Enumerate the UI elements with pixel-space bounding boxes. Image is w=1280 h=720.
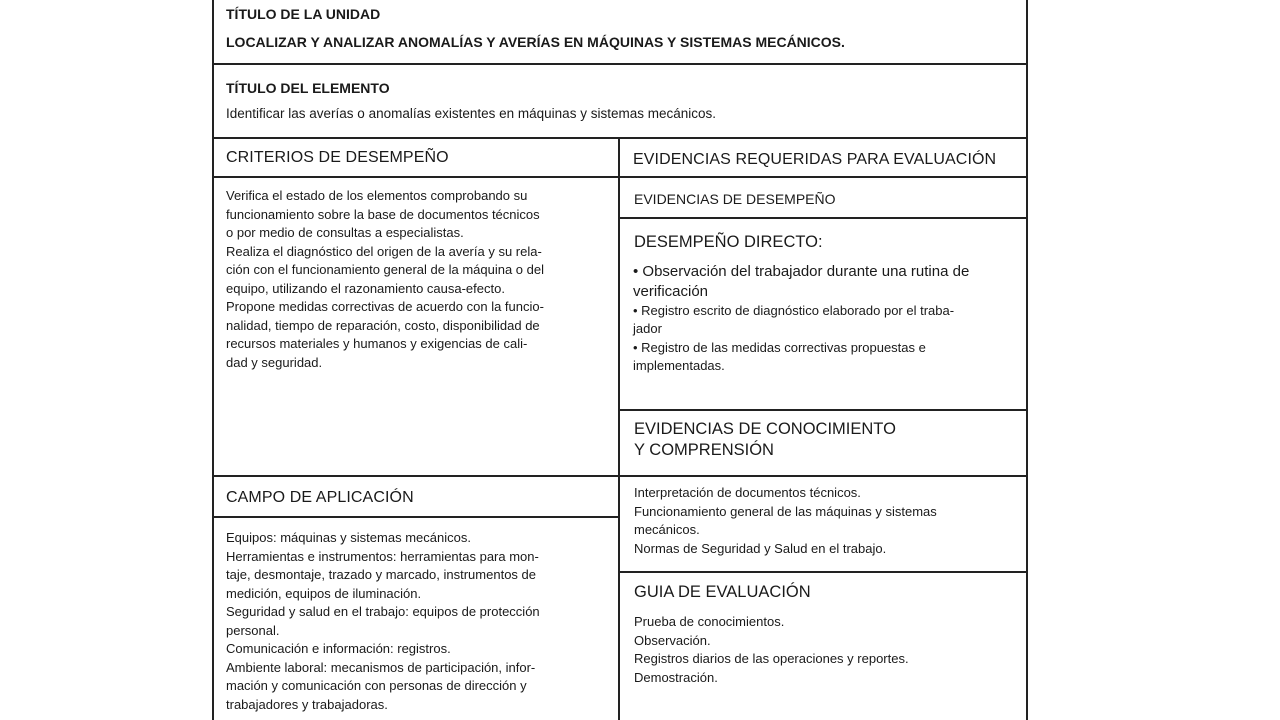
divider-campo-heading	[212, 516, 620, 518]
criterios-line: funcionamiento sobre la base de documentos técnicos	[226, 206, 540, 222]
criterios-line: nalidad, tiempo de reparación, costo, disponibilidad de	[226, 317, 540, 333]
desempeno-directo-heading: DESEMPEÑO DIRECTO:	[634, 233, 823, 251]
criterios-line: equipo, utilizando el razonamiento causa-efecto.	[226, 280, 505, 296]
guia-list	[634, 613, 1019, 687]
divider-evidencias-desempeno	[618, 217, 1028, 219]
elemento-label: TÍTULO DEL ELEMENTO	[226, 80, 390, 96]
divider-guia	[618, 571, 1028, 573]
elemento-text: Identificar las averías o anomalías existentes en máquinas y sistemas mecánicos.	[226, 106, 716, 121]
evidencias-heading: EVIDENCIAS REQUERIDAS PARA EVALUACIÓN	[633, 151, 997, 168]
bullet-observacion: • Observación del trabajador durante una rutina de	[633, 263, 970, 280]
evidencias-desempeno-heading: EVIDENCIAS DE DESEMPEÑO	[634, 191, 836, 207]
conocimiento-heading-line: Y COMPRENSIÓN	[634, 441, 774, 459]
conocimiento-line: Interpretación de documentos técnicos.	[634, 485, 861, 500]
campo-line: Comunicación e información: registros.	[226, 641, 451, 656]
campo-line: Seguridad y salud en el trabajo: equipos de protección	[226, 604, 540, 619]
conocimiento-line: Funcionamiento general de las máquinas y sistemas	[634, 503, 937, 519]
campo-line: Herramientas e instrumentos: herramientas para mon-	[226, 548, 539, 564]
bullet-registro-medidas: • Registro de las medidas correctivas propuestas e	[633, 339, 926, 355]
guia-item: Prueba de conocimientos.	[634, 614, 785, 629]
campo-line: medición, equipos de iluminación.	[226, 585, 422, 601]
unidad-title: LOCALIZAR Y ANALIZAR ANOMALÍAS Y AVERÍAS EN MÁQUINAS Y SISTEMAS MECÁNICOS.	[226, 34, 845, 50]
campo-line: trabajadores y trabajadoras.	[226, 696, 388, 712]
campo-line: taje, desmontaje, trazado y marcado, instrumentos de	[226, 567, 536, 582]
unidad-label: TÍTULO DE LA UNIDAD	[226, 6, 381, 22]
table-border-left	[212, 0, 214, 720]
divider-elemento	[212, 137, 1028, 139]
conocimiento-line: Normas de Seguridad y Salud en el trabajo.	[634, 540, 887, 556]
divider-campo	[212, 475, 1028, 477]
criterios-line: recursos materiales y humanos y exigencias de cali-	[226, 336, 528, 351]
conocimiento-line: mecánicos.	[634, 522, 700, 537]
criterios-line: Verifica el estado de los elementos comprobando su	[226, 188, 528, 203]
campo-text	[226, 529, 608, 714]
conocimiento-text	[634, 484, 1019, 558]
campo-line: Equipos: máquinas y sistemas mecánicos.	[226, 530, 471, 545]
conocimiento-heading	[634, 419, 1014, 461]
bullet-registro-escrito: • Registro escrito de diagnóstico elaborado por el traba-	[633, 303, 955, 318]
guia-item: Demostración.	[634, 669, 718, 685]
campo-line: personal.	[226, 622, 280, 638]
criterios-line: dad y seguridad.	[226, 354, 323, 370]
guia-item: Observación.	[634, 632, 711, 648]
bullet-registro-escrito-cont: jador	[633, 321, 662, 337]
guia-item: Registros diarios de las operaciones y reportes.	[634, 651, 909, 666]
bullet-observacion-cont: verificación	[633, 283, 709, 300]
campo-heading: CAMPO DE APLICACIÓN	[226, 489, 414, 506]
guia-heading: GUIA DE EVALUACIÓN	[634, 583, 811, 601]
criterios-line: Propone medidas correctivas de acuerdo con la funcio-	[226, 299, 544, 314]
criterios-text	[226, 187, 606, 372]
criterios-line: ción con el funcionamiento general de la máquina o del	[226, 262, 544, 277]
bullet-registro-medidas-cont: implementadas.	[633, 357, 725, 373]
divider-conocimiento-heading	[618, 409, 1028, 411]
campo-line: mación y comunicación con personas de dirección y	[226, 678, 527, 693]
divider-criterios-heading	[212, 176, 1028, 178]
table-border-right	[1026, 0, 1028, 720]
criterios-line: o por medio de consultas a especialistas.	[226, 225, 464, 240]
column-divider	[618, 137, 620, 720]
criterios-line: Realiza el diagnóstico del origen de la avería y su rela-	[226, 243, 542, 259]
desempeno-directo-list	[633, 262, 1018, 375]
criterios-heading: CRITERIOS DE DESEMPEÑO	[226, 149, 449, 166]
conocimiento-heading-line: EVIDENCIAS DE CONOCIMIENTO	[634, 420, 896, 438]
campo-line: Ambiente laboral: mecanismos de participación, infor-	[226, 659, 536, 675]
divider-unidad	[212, 63, 1028, 65]
